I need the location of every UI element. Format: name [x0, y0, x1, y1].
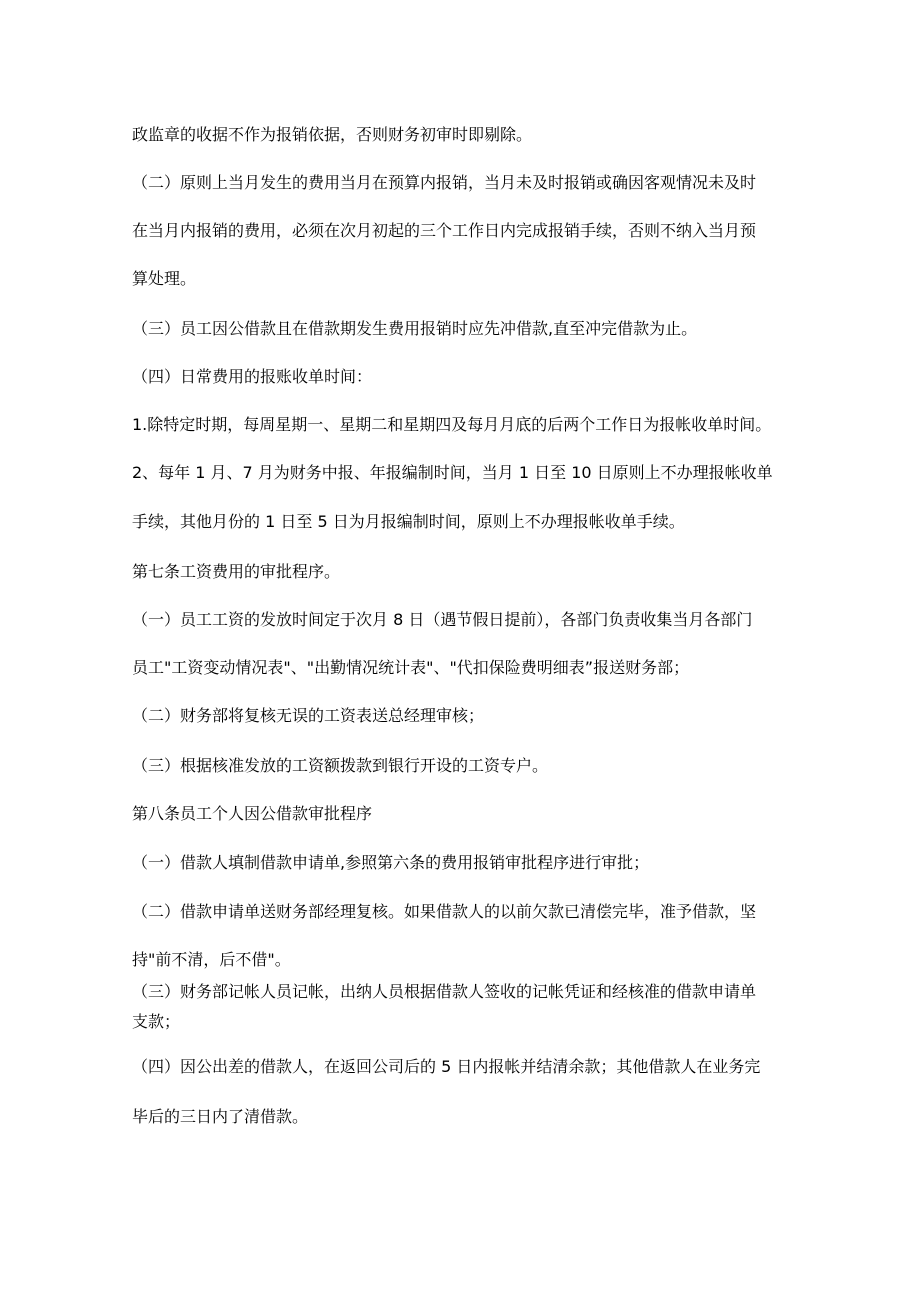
text-line: （三）员工因公借款且在借款期发生费用报销时应先冲借款,直至冲完借款为止。 [132, 319, 698, 338]
text-line: 2、每年 1 月、7 月为财务中报、年报编制时间，当月 1 日至 10 日原则上不办理报帐收单 [132, 463, 773, 482]
text-line: 手续，其他月份的 1 日至 5 日为月报编制时间，原则上不办理报帐收单手续。 [132, 512, 685, 531]
text-line: 政监章的收据不作为报销依据，否则财务初审时即剔除。 [132, 125, 533, 144]
text-line: 员工"工资变动情况表"、"出勤情况统计表"、"代扣保险费明细表”报送财务部； [132, 658, 690, 677]
text-line: 支款； [132, 1012, 181, 1031]
text-line: （一）借款人填制借款申请单,参照第六条的费用报销审批程序进行审批； [132, 853, 650, 872]
text-line: （三）根据核准发放的工资额拨款到银行开设的工资专户。 [132, 756, 549, 775]
text-line: （二）借款申请单送财务部经理复核。如果借款人的以前欠款已清偿完毕，准予借款，坚 [132, 902, 757, 921]
text-line: （二）原则上当月发生的费用当月在预算内报销，当月未及时报销或确因客观情况未及时 [132, 173, 757, 192]
text-line: 1.除特定时期，每周星期一、星期二和星期四及每月月底的后两个工作日为报帐收单时间。 [132, 415, 772, 434]
text-line: 毕后的三日内了清借款。 [132, 1107, 309, 1126]
text-line: （四）因公出差的借款人，在返回公司后的 5 日内报帐并结清余款；其他借款人在业务完 [132, 1057, 761, 1076]
text-line: （三）财务部记帐人员记帐，出纳人员根据借款人签收的记帐凭证和经核准的借款申请单 [132, 982, 757, 1001]
text-line: （四）日常费用的报账收单时间： [132, 367, 373, 386]
text-line: 持"前不清，后不借"。 [132, 950, 291, 969]
text-line: （二）财务部将复核无误的工资表送总经理审核； [132, 706, 485, 725]
text-line: （一）员工工资的发放时间定于次月 8 日（遇节假日提前），各部门负责收集当月各部门 [132, 610, 753, 629]
section-heading: 第七条工资费用的审批程序。 [132, 562, 341, 581]
text-line: 在当月内报销的费用，必须在次月初起的三个工作日内完成报销手续，否则不纳入当月预 [132, 221, 757, 240]
text-line: 算处理。 [132, 269, 197, 288]
section-heading: 第八条员工个人因公借款审批程序 [132, 804, 373, 823]
